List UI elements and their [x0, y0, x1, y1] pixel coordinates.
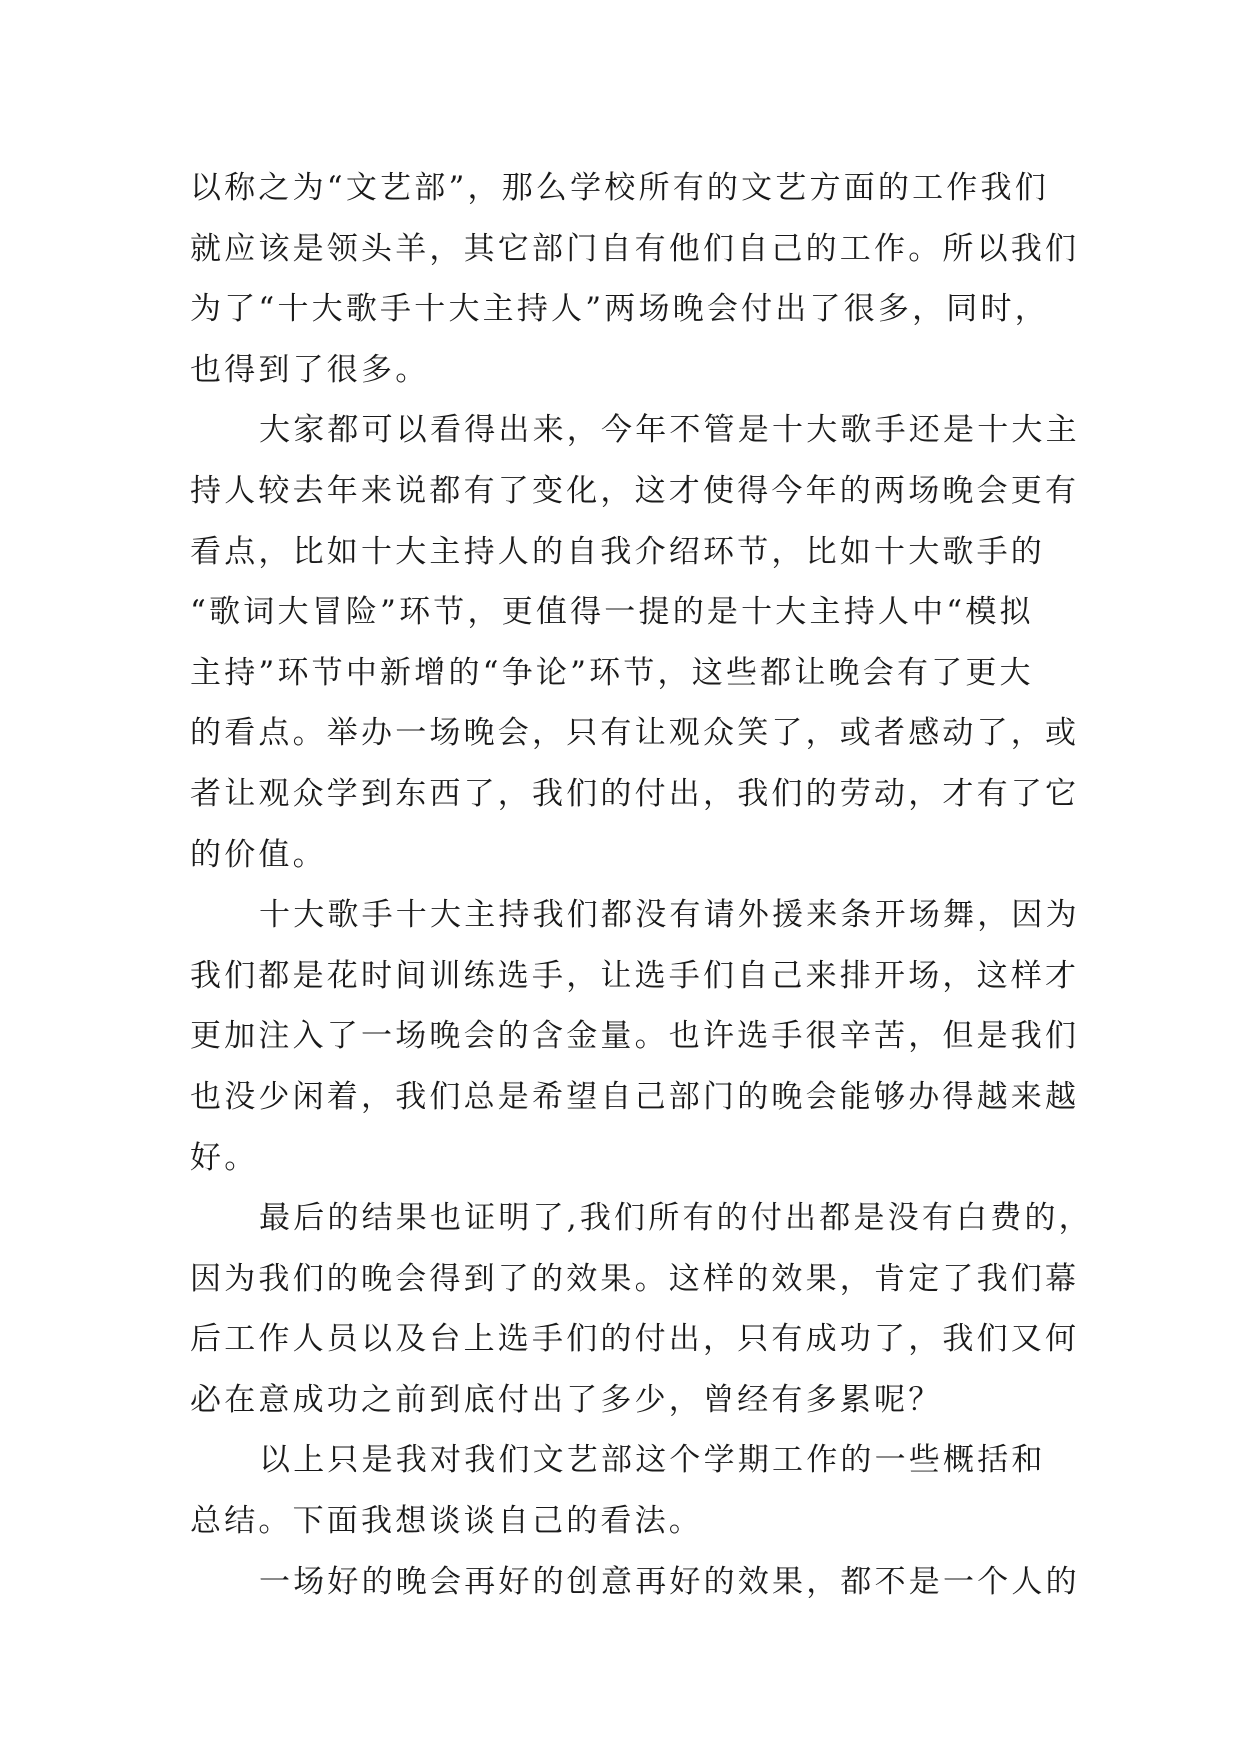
text-line: 也没少闲着，我们总是希望自己部门的晚会能够办得越来越 — [190, 1078, 1080, 1115]
paragraph-first-line: 十大歌手十大主持我们都没有请外援来条开场舞，因为 — [259, 897, 1080, 934]
text-line: 后工作人员以及台上选手们的付出，只有成功了，我们又何 — [190, 1321, 1080, 1358]
text-line: 我们都是花时间训练选手，让选手们自己来排开场，这样才 — [190, 957, 1080, 994]
text-line: 因为我们的晚会得到了的效果。这样的效果，肯定了我们幕 — [190, 1260, 1080, 1297]
text-line: 就应该是领头羊，其它部门自有他们自己的工作。所以我们 — [190, 230, 1080, 267]
paragraph-first-line: 以上只是我对我们文艺部这个学期工作的一些概括和 — [259, 1442, 1046, 1479]
text-line: 更加注入了一场晚会的含金量。也许选手很辛苦，但是我们 — [190, 1018, 1080, 1055]
text-line: 的看点。举办一场晚会，只有让观众笑了，或者感动了，或 — [190, 715, 1080, 752]
paragraph-first-line: 大家都可以看得出来，今年不管是十大歌手还是十大主 — [259, 412, 1080, 449]
text-line: 的价值。 — [190, 836, 327, 873]
text-line: 持人较去年来说都有了变化，这才使得今年的两场晚会更有 — [190, 472, 1080, 509]
text-line: 也得到了很多。 — [190, 351, 430, 388]
paragraph-first-line: 一场好的晚会再好的创意再好的效果，都不是一个人的 — [259, 1563, 1080, 1600]
text-line: 必在意成功之前到底付出了多少，曾经有多累呢？ — [190, 1381, 943, 1418]
paragraph-first-line: 最后的结果也证明了,我们所有的付出都是没有白费的， — [259, 1200, 1093, 1237]
text-line: 总结。下面我想谈谈自己的看法。 — [190, 1503, 703, 1540]
text-line: 看点，比如十大主持人的自我介绍环节，比如十大歌手的 — [190, 533, 1045, 570]
text-line: 好。 — [190, 1139, 259, 1176]
text-line: 者让观众学到东西了，我们的付出，我们的劳动，才有了它 — [190, 775, 1080, 812]
body-text — [190, 158, 1093, 1612]
text-line: 为了“十大歌手十大主持人”两场晚会付出了很多，同时， — [190, 291, 1049, 328]
text-line: 主持”环节中新增的“争论”环节，这些都让晚会有了更大 — [190, 654, 1034, 691]
text-line: “歌词大冒险”环节，更值得一提的是十大主持人中“模拟 — [190, 594, 1034, 631]
text-line: 以称之为“文艺部”，那么学校所有的文艺方面的工作我们 — [190, 170, 1049, 206]
